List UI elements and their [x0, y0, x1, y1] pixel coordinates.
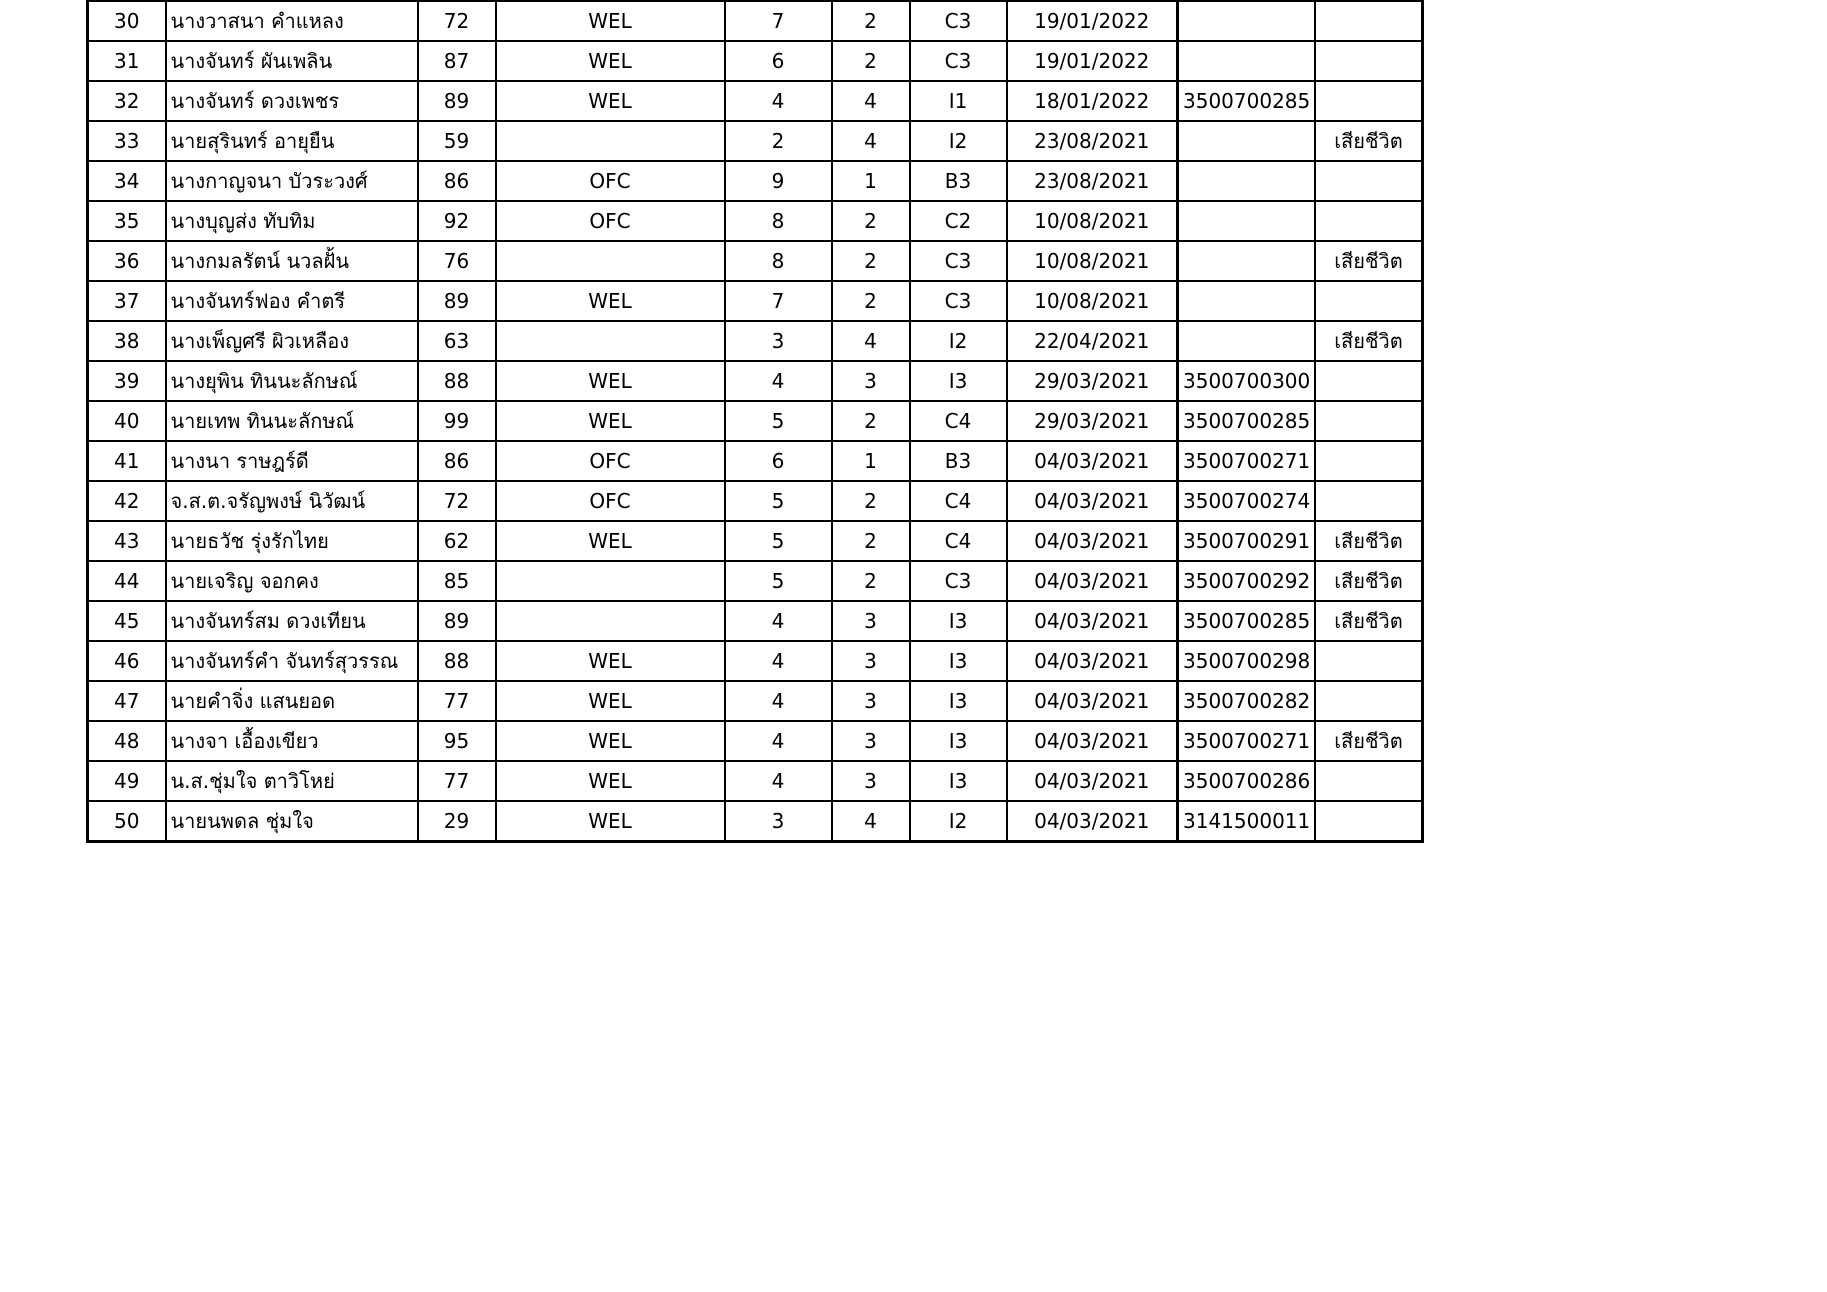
age-cell: 59 [418, 121, 496, 161]
date-cell: 10/08/2021 [1007, 201, 1178, 241]
score-a-cell: 4 [725, 641, 832, 681]
grade-cell: C4 [910, 521, 1007, 561]
id-number-cell: 3500700282 [1178, 681, 1316, 721]
status-cell [1315, 361, 1422, 401]
age-cell: 72 [418, 1, 496, 42]
status-cell [1315, 401, 1422, 441]
name-cell: นางบุญส่ง ทับทิม [166, 201, 418, 241]
row-number-cell: 44 [88, 561, 166, 601]
row-number-cell: 33 [88, 121, 166, 161]
id-number-cell [1178, 281, 1316, 321]
status-cell [1315, 761, 1422, 801]
score-b-cell: 1 [832, 161, 910, 201]
name-cell: นายธวัช รุ่งรักไทย [166, 521, 418, 561]
date-cell: 29/03/2021 [1007, 401, 1178, 441]
status-cell: เสียชีวิต [1315, 321, 1422, 361]
table-row [88, 161, 1423, 201]
name-cell: นางจันทร์คำ จันทร์สุวรรณ [166, 641, 418, 681]
code-cell: WEL [496, 281, 725, 321]
grade-cell: B3 [910, 441, 1007, 481]
date-cell: 10/08/2021 [1007, 241, 1178, 281]
row-number-cell: 37 [88, 281, 166, 321]
date-cell: 04/03/2021 [1007, 801, 1178, 842]
status-cell [1315, 441, 1422, 481]
score-b-cell: 3 [832, 361, 910, 401]
score-a-cell: 4 [725, 81, 832, 121]
table-row [88, 441, 1423, 481]
id-number-cell: 3500700285 [1178, 401, 1316, 441]
code-cell: WEL [496, 641, 725, 681]
name-cell: นางเพ็ญศรี ผิวเหลือง [166, 321, 418, 361]
age-cell: 86 [418, 441, 496, 481]
table-row [88, 561, 1423, 601]
name-cell: นางวาสนา คำแหลง [166, 1, 418, 42]
id-number-cell: 3500700285 [1178, 81, 1316, 121]
score-a-cell: 3 [725, 321, 832, 361]
code-cell [496, 601, 725, 641]
id-number-cell: 3500700271 [1178, 721, 1316, 761]
age-cell: 29 [418, 801, 496, 842]
score-b-cell: 2 [832, 41, 910, 81]
score-b-cell: 4 [832, 321, 910, 361]
code-cell: WEL [496, 401, 725, 441]
row-number-cell: 45 [88, 601, 166, 641]
code-cell: WEL [496, 81, 725, 121]
name-cell: นางนา ราษฎร์ดี [166, 441, 418, 481]
date-cell: 04/03/2021 [1007, 641, 1178, 681]
grade-cell: I2 [910, 801, 1007, 842]
date-cell: 04/03/2021 [1007, 681, 1178, 721]
name-cell: นางกมลรัตน์ นวลฝั้น [166, 241, 418, 281]
table-row [88, 641, 1423, 681]
score-b-cell: 2 [832, 401, 910, 441]
id-number-cell: 3500700286 [1178, 761, 1316, 801]
records-table [86, 0, 1424, 843]
score-b-cell: 2 [832, 521, 910, 561]
row-number-cell: 43 [88, 521, 166, 561]
code-cell: WEL [496, 361, 725, 401]
score-b-cell: 1 [832, 441, 910, 481]
id-number-cell [1178, 321, 1316, 361]
age-cell: 89 [418, 281, 496, 321]
date-cell: 18/01/2022 [1007, 81, 1178, 121]
row-number-cell: 40 [88, 401, 166, 441]
name-cell: นายคำจิ่ง แสนยอด [166, 681, 418, 721]
date-cell: 10/08/2021 [1007, 281, 1178, 321]
grade-cell: I3 [910, 641, 1007, 681]
date-cell: 04/03/2021 [1007, 561, 1178, 601]
score-b-cell: 2 [832, 561, 910, 601]
name-cell: นางกาญจนา บัวระวงศ์ [166, 161, 418, 201]
table-row [88, 601, 1423, 641]
score-b-cell: 2 [832, 281, 910, 321]
name-cell: นางจันทร์ ดวงเพชร [166, 81, 418, 121]
table-row [88, 761, 1423, 801]
row-number-cell: 32 [88, 81, 166, 121]
score-a-cell: 4 [725, 721, 832, 761]
score-a-cell: 4 [725, 681, 832, 721]
score-a-cell: 4 [725, 601, 832, 641]
date-cell: 23/08/2021 [1007, 121, 1178, 161]
age-cell: 95 [418, 721, 496, 761]
row-number-cell: 38 [88, 321, 166, 361]
score-a-cell: 2 [725, 121, 832, 161]
grade-cell: I3 [910, 361, 1007, 401]
table-row [88, 801, 1423, 842]
score-b-cell: 4 [832, 121, 910, 161]
score-a-cell: 5 [725, 521, 832, 561]
name-cell: นางจา เอื้องเขียว [166, 721, 418, 761]
grade-cell: C3 [910, 241, 1007, 281]
grade-cell: C2 [910, 201, 1007, 241]
id-number-cell: 3141500011 [1178, 801, 1316, 842]
id-number-cell [1178, 41, 1316, 81]
id-number-cell: 3500700285 [1178, 601, 1316, 641]
age-cell: 88 [418, 641, 496, 681]
score-b-cell: 4 [832, 801, 910, 842]
age-cell: 89 [418, 601, 496, 641]
age-cell: 85 [418, 561, 496, 601]
row-number-cell: 48 [88, 721, 166, 761]
row-number-cell: 47 [88, 681, 166, 721]
date-cell: 04/03/2021 [1007, 601, 1178, 641]
code-cell [496, 321, 725, 361]
table-row [88, 1, 1423, 42]
table-row [88, 361, 1423, 401]
status-cell: เสียชีวิต [1315, 241, 1422, 281]
code-cell: WEL [496, 521, 725, 561]
name-cell: จ.ส.ต.จรัญพงษ์ นิวัฒน์ [166, 481, 418, 521]
date-cell: 19/01/2022 [1007, 41, 1178, 81]
date-cell: 04/03/2021 [1007, 761, 1178, 801]
table-row [88, 81, 1423, 121]
grade-cell: I3 [910, 681, 1007, 721]
status-cell [1315, 1, 1422, 42]
status-cell: เสียชีวิต [1315, 601, 1422, 641]
name-cell: นายนพดล ชุ่มใจ [166, 801, 418, 842]
name-cell: นายเจริญ จอกคง [166, 561, 418, 601]
code-cell: WEL [496, 721, 725, 761]
name-cell: น.ส.ชุ่มใจ ตาวิโหย่ [166, 761, 418, 801]
date-cell: 04/03/2021 [1007, 521, 1178, 561]
code-cell: OFC [496, 481, 725, 521]
id-number-cell: 3500700291 [1178, 521, 1316, 561]
grade-cell: B3 [910, 161, 1007, 201]
score-b-cell: 3 [832, 721, 910, 761]
name-cell: นางยุพิน ทินนะลักษณ์ [166, 361, 418, 401]
score-a-cell: 4 [725, 761, 832, 801]
age-cell: 62 [418, 521, 496, 561]
status-cell: เสียชีวิต [1315, 561, 1422, 601]
row-number-cell: 36 [88, 241, 166, 281]
code-cell: WEL [496, 801, 725, 842]
id-number-cell [1178, 1, 1316, 42]
name-cell: นายเทพ ทินนะลักษณ์ [166, 401, 418, 441]
table-row [88, 481, 1423, 521]
code-cell: WEL [496, 41, 725, 81]
code-cell: WEL [496, 761, 725, 801]
code-cell [496, 121, 725, 161]
grade-cell: I3 [910, 601, 1007, 641]
status-cell [1315, 281, 1422, 321]
grade-cell: C3 [910, 561, 1007, 601]
table-row [88, 201, 1423, 241]
id-number-cell: 3500700292 [1178, 561, 1316, 601]
grade-cell: C4 [910, 401, 1007, 441]
score-b-cell: 2 [832, 1, 910, 42]
date-cell: 19/01/2022 [1007, 1, 1178, 42]
row-number-cell: 34 [88, 161, 166, 201]
table-row [88, 121, 1423, 161]
grade-cell: I1 [910, 81, 1007, 121]
name-cell: นางจันทร์ฟอง คำตรี [166, 281, 418, 321]
score-b-cell: 4 [832, 81, 910, 121]
id-number-cell: 3500700300 [1178, 361, 1316, 401]
score-a-cell: 5 [725, 481, 832, 521]
date-cell: 23/08/2021 [1007, 161, 1178, 201]
row-number-cell: 46 [88, 641, 166, 681]
table-row [88, 521, 1423, 561]
status-cell: เสียชีวิต [1315, 121, 1422, 161]
score-a-cell: 6 [725, 41, 832, 81]
date-cell: 04/03/2021 [1007, 481, 1178, 521]
name-cell: นายสุรินทร์ อายุยืน [166, 121, 418, 161]
date-cell: 04/03/2021 [1007, 441, 1178, 481]
status-cell [1315, 81, 1422, 121]
score-a-cell: 5 [725, 561, 832, 601]
age-cell: 92 [418, 201, 496, 241]
score-b-cell: 2 [832, 481, 910, 521]
age-cell: 77 [418, 761, 496, 801]
date-cell: 22/04/2021 [1007, 321, 1178, 361]
score-b-cell: 3 [832, 601, 910, 641]
status-cell [1315, 641, 1422, 681]
score-b-cell: 3 [832, 641, 910, 681]
grade-cell: C3 [910, 281, 1007, 321]
id-number-cell: 3500700298 [1178, 641, 1316, 681]
name-cell: นางจันทร์สม ดวงเทียน [166, 601, 418, 641]
age-cell: 86 [418, 161, 496, 201]
row-number-cell: 50 [88, 801, 166, 842]
age-cell: 88 [418, 361, 496, 401]
grade-cell: C4 [910, 481, 1007, 521]
age-cell: 99 [418, 401, 496, 441]
name-cell: นางจันทร์ ผันเพลิน [166, 41, 418, 81]
table-row [88, 681, 1423, 721]
score-a-cell: 8 [725, 201, 832, 241]
id-number-cell: 3500700274 [1178, 481, 1316, 521]
table-row [88, 41, 1423, 81]
age-cell: 77 [418, 681, 496, 721]
row-number-cell: 31 [88, 41, 166, 81]
status-cell [1315, 161, 1422, 201]
table-row [88, 321, 1423, 361]
grade-cell: I2 [910, 321, 1007, 361]
age-cell: 72 [418, 481, 496, 521]
grade-cell: C3 [910, 41, 1007, 81]
score-b-cell: 3 [832, 761, 910, 801]
code-cell [496, 241, 725, 281]
status-cell [1315, 681, 1422, 721]
table-row [88, 401, 1423, 441]
score-a-cell: 7 [725, 1, 832, 42]
score-a-cell: 5 [725, 401, 832, 441]
age-cell: 87 [418, 41, 496, 81]
row-number-cell: 39 [88, 361, 166, 401]
id-number-cell [1178, 161, 1316, 201]
score-a-cell: 3 [725, 801, 832, 842]
id-number-cell [1178, 121, 1316, 161]
table-row [88, 281, 1423, 321]
table-row [88, 721, 1423, 761]
id-number-cell [1178, 201, 1316, 241]
grade-cell: I2 [910, 121, 1007, 161]
score-a-cell: 6 [725, 441, 832, 481]
date-cell: 29/03/2021 [1007, 361, 1178, 401]
row-number-cell: 49 [88, 761, 166, 801]
code-cell [496, 561, 725, 601]
grade-cell: C3 [910, 1, 1007, 42]
row-number-cell: 42 [88, 481, 166, 521]
row-number-cell: 35 [88, 201, 166, 241]
row-number-cell: 41 [88, 441, 166, 481]
score-b-cell: 2 [832, 241, 910, 281]
code-cell: OFC [496, 201, 725, 241]
score-a-cell: 9 [725, 161, 832, 201]
status-cell: เสียชีวิต [1315, 521, 1422, 561]
score-a-cell: 4 [725, 361, 832, 401]
code-cell: WEL [496, 681, 725, 721]
age-cell: 63 [418, 321, 496, 361]
score-b-cell: 2 [832, 201, 910, 241]
id-number-cell [1178, 241, 1316, 281]
score-a-cell: 8 [725, 241, 832, 281]
row-number-cell: 30 [88, 1, 166, 42]
status-cell [1315, 481, 1422, 521]
age-cell: 89 [418, 81, 496, 121]
table-row [88, 241, 1423, 281]
grade-cell: I3 [910, 721, 1007, 761]
status-cell [1315, 41, 1422, 81]
records-body [88, 1, 1423, 842]
code-cell: OFC [496, 161, 725, 201]
date-cell: 04/03/2021 [1007, 721, 1178, 761]
score-b-cell: 3 [832, 681, 910, 721]
code-cell: WEL [496, 1, 725, 42]
status-cell: เสียชีวิต [1315, 721, 1422, 761]
status-cell [1315, 801, 1422, 842]
code-cell: OFC [496, 441, 725, 481]
grade-cell: I3 [910, 761, 1007, 801]
score-a-cell: 7 [725, 281, 832, 321]
id-number-cell: 3500700271 [1178, 441, 1316, 481]
age-cell: 76 [418, 241, 496, 281]
status-cell [1315, 201, 1422, 241]
